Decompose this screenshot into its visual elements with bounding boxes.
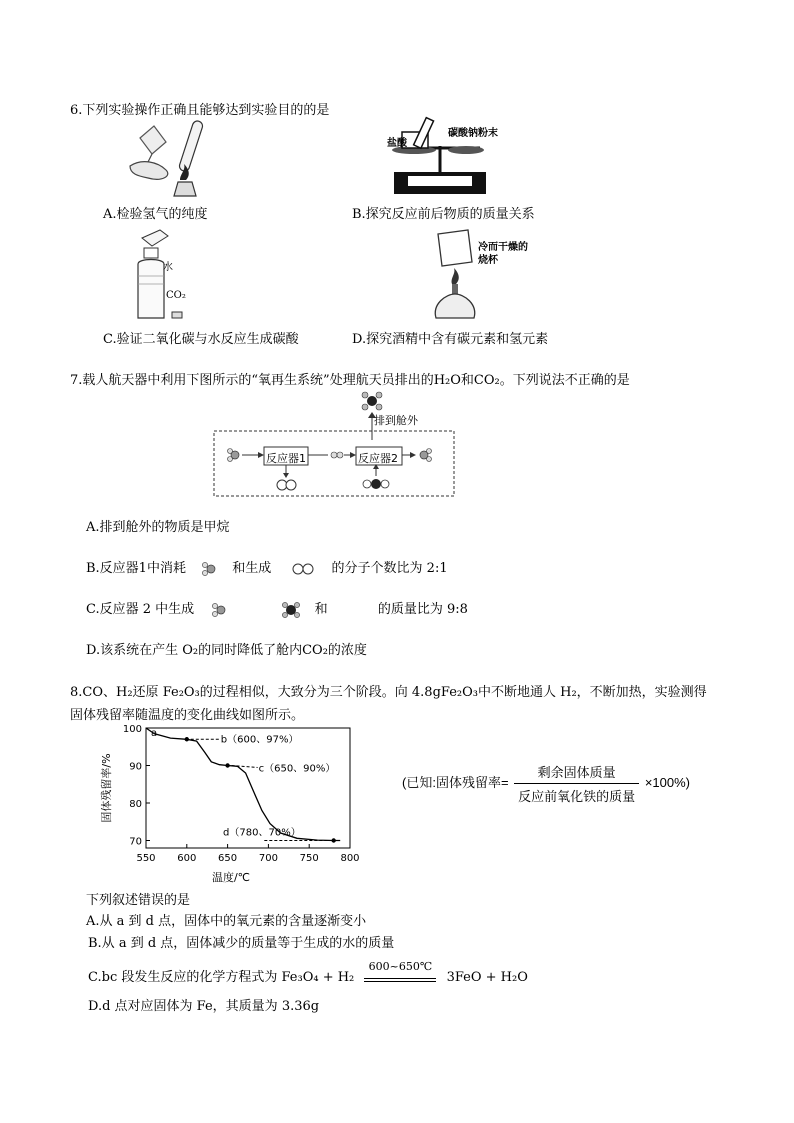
q7-b-pre: B.反应器1中消耗 <box>86 561 186 576</box>
label-cold-dry-beaker: 冷而干燥的烧杯 <box>478 242 528 266</box>
q7-option-b[interactable] <box>86 557 448 577</box>
data-point-c <box>225 763 229 767</box>
oxygen-molecule-icon <box>291 561 317 577</box>
y-tick-label: 90 <box>129 761 142 773</box>
water-molecule-icon <box>198 561 220 577</box>
q8-option-c[interactable] <box>88 959 528 985</box>
formula-numerator: 剩余固体质量 <box>514 762 639 784</box>
q7-b-post: 的分子个数比为 2:1 <box>331 561 448 576</box>
q7-stem: 7.载人航天器中利用下图所示的“氧再生系统”处理航天员排出的H₂O和CO₂。下列说法不正确的是 <box>70 373 630 388</box>
x-tick-label: 700 <box>258 853 278 864</box>
q8-c-post: 3FeO + H₂O <box>446 970 528 985</box>
q6-option-b[interactable]: B.探究反应前后物质的质量关系 <box>352 207 535 222</box>
label-water: 水 <box>163 262 173 273</box>
point-label-a: a <box>151 728 158 739</box>
water-molecule-icon <box>208 602 230 618</box>
q8-option-d[interactable]: D.d 点对应固体为 Fe，其质量为 3.36g <box>88 999 320 1014</box>
label-sodium-carbonate: 碳酸钠粉末 <box>448 128 498 139</box>
q6-option-c[interactable]: C.验证二氧化碳与水反应生成碳酸 <box>103 332 299 347</box>
q6-option-d[interactable]: D.探究酒精中含有碳元素和氢元素 <box>352 332 549 347</box>
formula-prefix: (已知:固体残留率= <box>402 774 509 790</box>
reactor-1: 反应器1 <box>266 452 306 465</box>
q8-c-pre: C.bc 段发生反应的化学方程式为 Fe₃O₄ + H₂ <box>88 970 355 985</box>
q8-stem-line2: 固体残留率随温度的变化曲线如图所示。 <box>70 708 305 723</box>
formula-denominator: 反应前氧化铁的质量 <box>518 789 636 804</box>
q7-option-d[interactable]: D.该系统在产生 O₂的同时降低了舱内CO₂的浓度 <box>86 643 367 658</box>
formula-suffix: ×100%) <box>644 774 690 790</box>
q8-stem-line1: 8.CO、H₂还原 Fe₂O₃的过程相似，大致分为三个阶段。向 4.8gFe₂O₃中不断地通人 H₂，不断加热，实验测得 <box>70 685 707 700</box>
point-label-d: d（780、70%） <box>223 827 301 839</box>
point-label-b: b（600、97%） <box>220 734 299 746</box>
q7-option-c[interactable] <box>86 598 468 619</box>
methane-molecule-icon <box>280 601 302 619</box>
residual-rate-formula <box>402 762 690 805</box>
reaction-temperature: 600~650℃ <box>368 959 433 973</box>
x-tick-label: 750 <box>299 853 319 864</box>
q7-c-post: 的质量比为 9:8 <box>377 602 468 617</box>
q8-option-a[interactable]: A.从 a 到 d 点，固体中的氧元素的含量逐渐变小 <box>86 914 367 929</box>
q6-option-a[interactable]: A.检验氢气的纯度 <box>103 207 208 222</box>
vent-label: 排到舱外 <box>374 414 418 427</box>
residual-rate-chart <box>96 722 368 886</box>
q7-option-a[interactable]: A.排到舱外的物质是甲烷 <box>86 520 230 535</box>
q6-stem: 6.下列实验操作正确且能够达到实验目的的是 <box>70 103 330 118</box>
label-co2: CO₂ <box>166 290 186 301</box>
q8-prompt: 下列叙述错误的是 <box>86 893 191 908</box>
fig-hydrogen-purity <box>122 118 212 200</box>
x-tick-label: 650 <box>218 853 238 864</box>
q7-b-mid: 和生成 <box>232 561 272 576</box>
oxygen-regeneration-diagram <box>210 388 460 500</box>
x-tick-label: 600 <box>177 853 197 864</box>
q8-option-b[interactable]: B.从 a 到 d 点，固体减少的质量等于生成的水的质量 <box>88 936 395 951</box>
data-point-b <box>185 737 189 741</box>
point-label-c: c（650、90%） <box>258 763 336 775</box>
x-tick-label: 550 <box>136 853 156 864</box>
reaction-condition <box>364 959 436 982</box>
y-tick-label: 80 <box>129 799 142 810</box>
x-axis-label: 温度/℃ <box>211 871 251 884</box>
q7-c-mid: 和 <box>314 602 328 617</box>
q7-c-pre: C.反应器 2 中生成 <box>86 602 195 617</box>
y-axis-label: 固体残留率/% <box>100 753 113 823</box>
reactor-2: 反应器2 <box>358 452 398 465</box>
data-point-d <box>331 838 335 842</box>
label-hydrochloric-acid: 盐酸 <box>387 138 407 149</box>
y-tick-label: 70 <box>129 836 142 848</box>
y-tick-label: 100 <box>122 724 142 735</box>
fig-co2-bottle <box>128 224 188 324</box>
x-tick-label: 800 <box>340 853 360 864</box>
